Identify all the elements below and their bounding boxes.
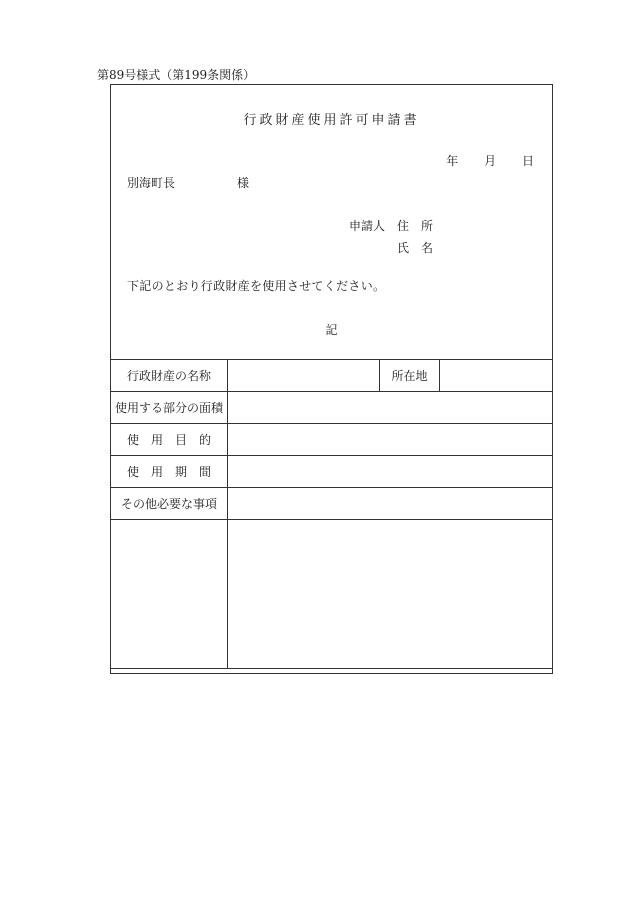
purpose-field[interactable] <box>228 424 553 456</box>
date-line <box>424 152 534 169</box>
details-table <box>110 359 553 669</box>
application-form <box>110 84 553 674</box>
addressee-honorific: 様 <box>237 176 250 190</box>
ki-heading: 記 <box>325 323 338 337</box>
applicant-name-row <box>349 237 433 259</box>
purpose-label: 使 用 目 的 <box>111 424 228 456</box>
table-row <box>111 360 553 392</box>
location-field[interactable] <box>440 360 553 392</box>
applicant-label: 申請人 <box>349 219 386 233</box>
blank-label-cell <box>111 520 228 669</box>
blank-content-cell[interactable] <box>228 520 553 669</box>
property-name-field[interactable] <box>228 360 380 392</box>
applicant-address-row <box>349 215 433 237</box>
table-row <box>111 520 553 669</box>
table-row <box>111 392 553 424</box>
property-name-label: 行政財産の名称 <box>111 360 228 392</box>
form-title: 行政財産使用許可申請書 <box>243 113 420 128</box>
other-label: その他必要な事項 <box>111 488 228 520</box>
addressee-name: 別海町長 <box>127 176 176 190</box>
period-label: 使 用 期 間 <box>111 456 228 488</box>
location-label: 所在地 <box>380 360 440 392</box>
period-field[interactable] <box>228 456 553 488</box>
addressee <box>127 174 249 191</box>
form-number: 第89号様式（第199条関係） <box>97 68 256 82</box>
request-text: 下記のとおり行政財産を使用させてください。 <box>127 279 386 293</box>
area-field[interactable] <box>228 392 553 424</box>
applicant-block <box>349 215 433 259</box>
table-row <box>111 424 553 456</box>
date-month: 月 <box>484 154 497 168</box>
table-row <box>111 456 553 488</box>
applicant-name-label: 氏 名 <box>397 241 434 255</box>
date-year: 年 <box>446 154 459 168</box>
area-label: 使用する部分の面積 <box>111 392 228 424</box>
table-row <box>111 488 553 520</box>
date-day: 日 <box>521 154 534 168</box>
other-field[interactable] <box>228 488 553 520</box>
applicant-address-label: 住 所 <box>397 219 434 233</box>
